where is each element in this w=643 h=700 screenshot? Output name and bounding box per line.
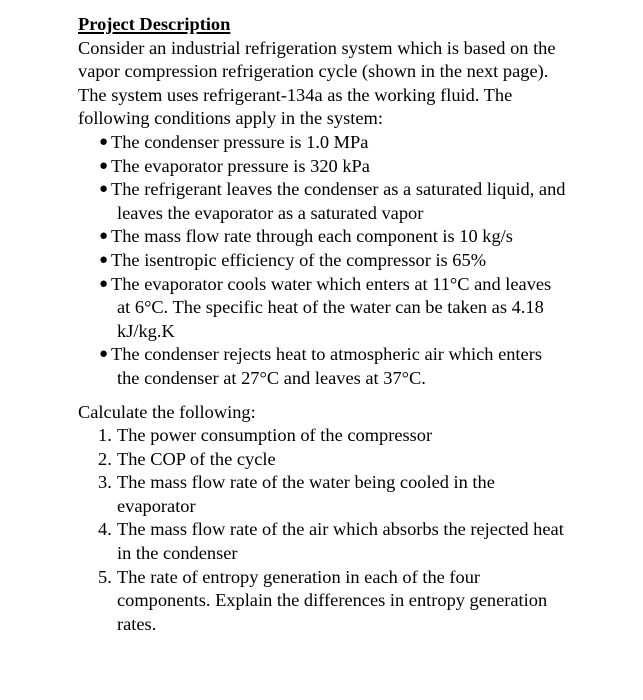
list-item: [78, 343, 568, 390]
task-number: 3.: [98, 472, 112, 493]
list-item: [78, 471, 568, 518]
bullet-icon: ●: [99, 251, 109, 268]
task-number: 2.: [98, 448, 112, 469]
list-item: [78, 225, 568, 249]
condition-text: The evaporator cools water which enters at 11°C and leaves at 6°C. The specific heat of the water can be taken as 4.18 kJ/kg.K: [111, 273, 552, 341]
intro-paragraph: Consider an industrial refrigeration system which is based on the vapor compression refrigeration cycle (shown in the next page). The system uses refrigerant-134a as the working fluid. The following conditions apply in the system:: [78, 37, 556, 129]
task-number: 4.: [98, 519, 112, 540]
list-item: [78, 131, 568, 155]
list-item: [78, 518, 568, 565]
bullet-icon: ●: [99, 228, 109, 245]
list-item: [78, 448, 568, 472]
list-item: [78, 249, 568, 273]
list-item: [78, 178, 568, 225]
task-number: 5.: [98, 566, 112, 587]
task-number: 1.: [98, 425, 112, 446]
bullet-icon: ●: [99, 181, 109, 198]
bullet-icon: ●: [99, 346, 109, 363]
list-item: [78, 424, 568, 448]
condition-text: The evaporator pressure is 320 kPa: [111, 155, 370, 176]
task-text: The rate of entropy generation in each of the four components. Explain the differences in entropy generation rates.: [117, 566, 548, 634]
conditions-list: [78, 131, 568, 391]
bullet-icon: ●: [99, 133, 109, 150]
condition-text: The isentropic efficiency of the compressor is 65%: [111, 249, 487, 270]
task-text: The mass flow rate of the air which absorbs the rejected heat in the condenser: [117, 519, 564, 564]
list-item: [78, 273, 568, 344]
condition-text: The refrigerant leaves the condenser as a saturated liquid, and leaves the evaporator as a saturated vapor: [111, 179, 566, 223]
condition-text: The condenser rejects heat to atmospheric air which enters the condenser at 27°C and leaves at 37°C.: [111, 344, 542, 388]
bullet-icon: ●: [99, 275, 109, 292]
task-text: The COP of the cycle: [117, 448, 276, 469]
list-item: [78, 566, 568, 637]
document-page: [78, 13, 568, 636]
list-item: [78, 155, 568, 179]
task-text: The mass flow rate of the water being cooled in the evaporator: [117, 472, 495, 516]
condition-text: The condenser pressure is 1.0 MPa: [111, 131, 369, 152]
tasks-list: [78, 424, 568, 636]
condition-text: The mass flow rate through each component is 10 kg/s: [111, 226, 513, 247]
task-text: The power consumption of the compressor: [117, 425, 433, 446]
bullet-icon: ●: [99, 157, 109, 174]
calculate-heading: Calculate the following:: [78, 401, 256, 422]
page-title: Project Description: [78, 14, 231, 34]
